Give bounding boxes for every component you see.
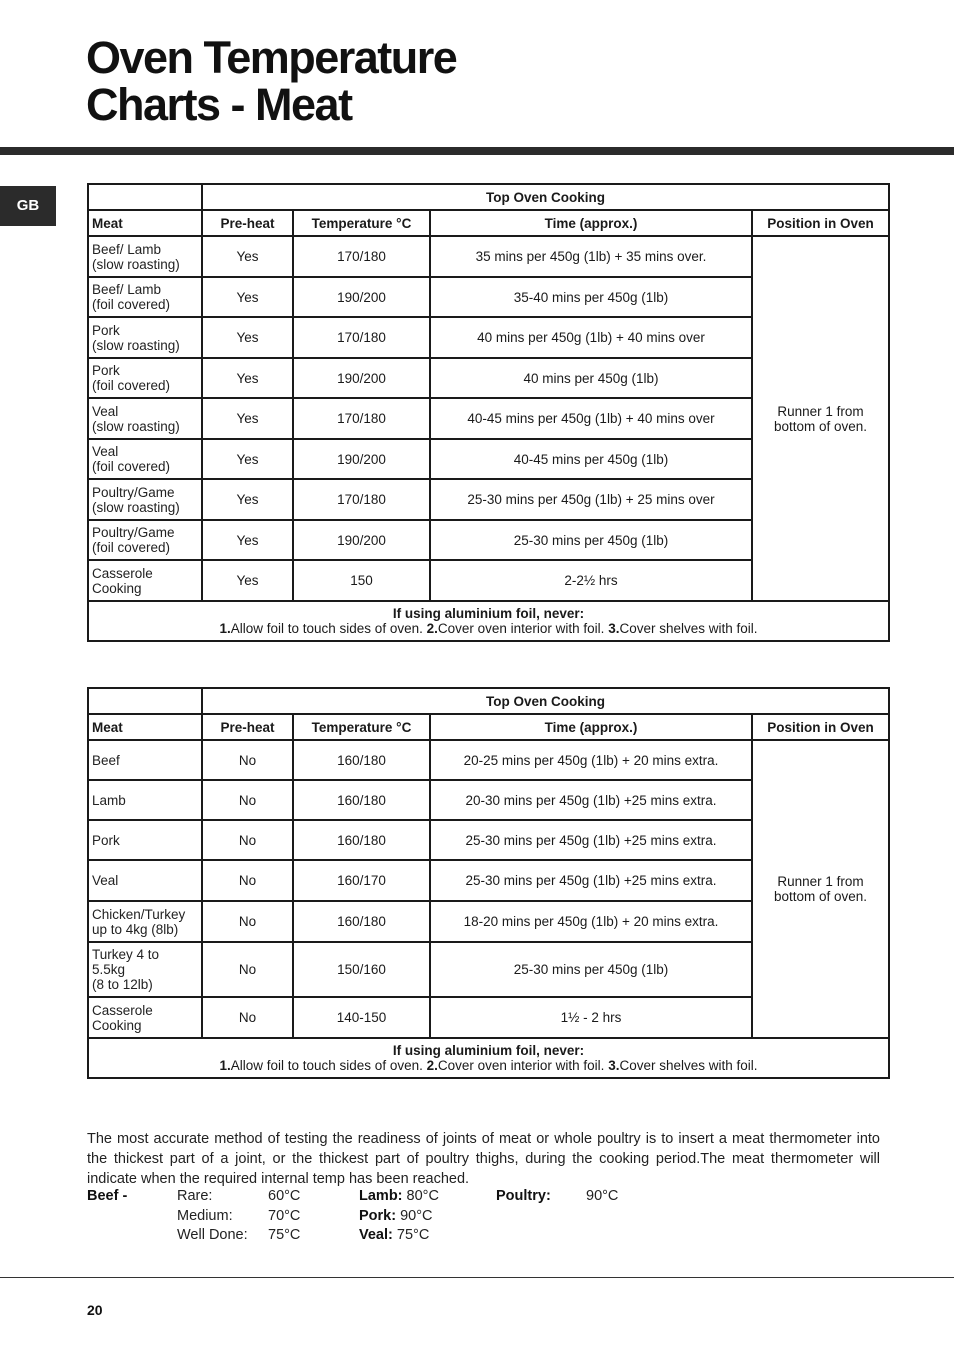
position-cell: Runner 1 from bottom of oven.: [752, 740, 889, 1038]
time-cell: 2-2½ hrs: [430, 560, 752, 601]
temperature-cell: 170/180: [293, 398, 430, 439]
temperature-cell: 170/180: [293, 317, 430, 358]
meat-cell: Poultry/Game (foil covered): [88, 520, 202, 560]
time-cell: 25-30 mins per 450g (1lb): [430, 942, 752, 997]
temperature-cell: 160/170: [293, 860, 430, 901]
meat-cell: Veal: [88, 860, 202, 901]
section-header-row: [88, 184, 889, 210]
well-done-value: 75°C: [268, 1227, 301, 1243]
temperature-cell: 140-150: [293, 997, 430, 1038]
meat-cell: Beef/ Lamb (foil covered): [88, 277, 202, 317]
meat-cell: Pork (foil covered): [88, 358, 202, 398]
temperature-cell: 160/180: [293, 820, 430, 860]
preheat-cell: Yes: [202, 520, 293, 560]
time-cell: 40 mins per 450g (1lb) + 40 mins over: [430, 317, 752, 358]
time-cell: 40-45 mins per 450g (1lb) + 40 mins over: [430, 398, 752, 439]
poultry-label: Poultry:: [496, 1188, 551, 1204]
beef-label: Beef -: [87, 1188, 128, 1204]
time-cell: 35-40 mins per 450g (1lb): [430, 277, 752, 317]
footer-rule: [0, 1277, 954, 1278]
temperature-cell: 150: [293, 560, 430, 601]
preheat-cell: Yes: [202, 317, 293, 358]
temperature-cell: 190/200: [293, 358, 430, 398]
col-header-preheat: Pre-heat: [202, 714, 293, 740]
time-cell: 25-30 mins per 450g (1lb) +25 mins extra.: [430, 820, 752, 860]
preheat-cell: Yes: [202, 560, 293, 601]
lamb-temp: Lamb: 80°C: [359, 1188, 439, 1204]
temperature-cell: 160/180: [293, 740, 430, 780]
temperature-cell: 160/180: [293, 780, 430, 820]
meat-cell: Casserole Cooking: [88, 997, 202, 1038]
temperature-cell: 170/180: [293, 236, 430, 277]
meat-cell: Beef: [88, 740, 202, 780]
time-cell: 40-45 mins per 450g (1lb): [430, 439, 752, 479]
temperature-cell: 160/180: [293, 901, 430, 942]
meat-cell: Pork: [88, 820, 202, 860]
foil-note-heading: If using aluminium foil, never:: [392, 606, 585, 621]
time-cell: 40 mins per 450g (1lb): [430, 358, 752, 398]
well-done-label: Well Done:: [177, 1227, 248, 1243]
foil-note-row: [88, 601, 889, 641]
col-header-temperature: Temperature °C: [293, 210, 430, 236]
header-rule: [0, 147, 954, 155]
preheat-cell: Yes: [202, 398, 293, 439]
medium-label: Medium:: [177, 1207, 233, 1224]
meat-cell: Veal (foil covered): [88, 439, 202, 479]
temperature-cell: 150/160: [293, 942, 430, 997]
col-header-time: Time (approx.): [430, 210, 752, 236]
temperature-cell: 190/200: [293, 277, 430, 317]
preheat-cell: No: [202, 860, 293, 901]
preheat-cell: No: [202, 820, 293, 860]
time-cell: 20-30 mins per 450g (1lb) +25 mins extra.: [430, 780, 752, 820]
col-header-preheat: Pre-heat: [202, 210, 293, 236]
meat-cell: Veal (slow roasting): [88, 398, 202, 439]
title-line-1: Oven Temperature: [86, 32, 457, 83]
preheat-cell: Yes: [202, 236, 293, 277]
foil-note: If using aluminium foil, never: 1.Allow foil to touch sides of oven. 2.Cover oven interior with foil. 3.Cover shelves with foil.: [88, 601, 889, 641]
position-cell: Runner 1 from bottom of oven.: [752, 236, 889, 601]
preheat-cell: Yes: [202, 358, 293, 398]
blank-header-cell: [88, 184, 202, 210]
medium-value: 70°C: [268, 1207, 301, 1224]
preheat-cell: Yes: [202, 439, 293, 479]
preheat-cell: Yes: [202, 479, 293, 520]
preheat-cell: No: [202, 740, 293, 780]
meat-cell: Turkey 4 to 5.5kg (8 to 12lb): [88, 942, 202, 997]
temperature-cell: 190/200: [293, 439, 430, 479]
veal-temp: Veal: 75°C: [359, 1227, 430, 1243]
time-cell: 18-20 mins per 450g (1lb) + 20 mins extra.: [430, 901, 752, 942]
time-cell: 20-25 mins per 450g (1lb) + 20 mins extra.: [430, 740, 752, 780]
col-header-meat: Meat: [88, 714, 202, 740]
meat-cell: Chicken/Turkey up to 4kg (8lb): [88, 901, 202, 942]
section-header-row: [88, 688, 889, 714]
preheat-cell: No: [202, 780, 293, 820]
title-line-2: Charts - Meat: [86, 79, 352, 130]
rare-value: 60°C: [268, 1188, 301, 1204]
temperature-cell: 190/200: [293, 520, 430, 560]
meat-chart-no-preheat: [87, 687, 890, 1079]
language-tab: GB: [0, 186, 56, 226]
page-title: [86, 34, 456, 128]
foil-note-heading: If using aluminium foil, never:: [392, 1043, 585, 1058]
time-cell: 35 mins per 450g (1lb) + 35 mins over.: [430, 236, 752, 277]
poultry-value: 90°C: [586, 1188, 619, 1204]
col-header-position: Position in Oven: [752, 714, 889, 740]
section-header: Top Oven Cooking: [202, 184, 889, 210]
preheat-cell: No: [202, 942, 293, 997]
meat-cell: Poultry/Game (slow roasting): [88, 479, 202, 520]
meat-chart-preheated: [87, 183, 890, 642]
section-header: Top Oven Cooking: [202, 688, 889, 714]
pork-temp: Pork: 90°C: [359, 1207, 433, 1224]
rare-label: Rare:: [177, 1188, 213, 1204]
time-cell: 25-30 mins per 450g (1lb): [430, 520, 752, 560]
time-cell: 25-30 mins per 450g (1lb) +25 mins extra.: [430, 860, 752, 901]
foil-note-row: [88, 1038, 889, 1078]
meat-cell: Casserole Cooking: [88, 560, 202, 601]
col-header-position: Position in Oven: [752, 210, 889, 236]
preheat-cell: No: [202, 901, 293, 942]
preheat-cell: Yes: [202, 277, 293, 317]
time-cell: 25-30 mins per 450g (1lb) + 25 mins over: [430, 479, 752, 520]
table-row: [88, 236, 889, 277]
meat-cell: Lamb: [88, 780, 202, 820]
meat-cell: Beef/ Lamb (slow roasting): [88, 236, 202, 277]
temperature-cell: 170/180: [293, 479, 430, 520]
preheat-cell: No: [202, 997, 293, 1038]
col-header-meat: Meat: [88, 210, 202, 236]
column-header-row: [88, 210, 889, 236]
table-row: [88, 740, 889, 780]
time-cell: 1½ - 2 hrs: [430, 997, 752, 1038]
blank-header-cell: [88, 688, 202, 714]
thermometer-paragraph: The most accurate method of testing the readiness of joints of meat or whole poultry is to insert a meat thermometer into the thickest part of a joint, or the thickest part of poultry thighs, during the cooking period.The meat thermometer will indicate when the required internal temp has been reached.: [87, 1131, 880, 1187]
col-header-time: Time (approx.): [430, 714, 752, 740]
page-number: 20: [87, 1302, 103, 1318]
column-header-row: [88, 714, 889, 740]
foil-note: If using aluminium foil, never: 1.Allow foil to touch sides of oven. 2.Cover oven interior with foil. 3.Cover shelves with foil.: [88, 1038, 889, 1078]
meat-cell: Pork (slow roasting): [88, 317, 202, 358]
col-header-temperature: Temperature °C: [293, 714, 430, 740]
